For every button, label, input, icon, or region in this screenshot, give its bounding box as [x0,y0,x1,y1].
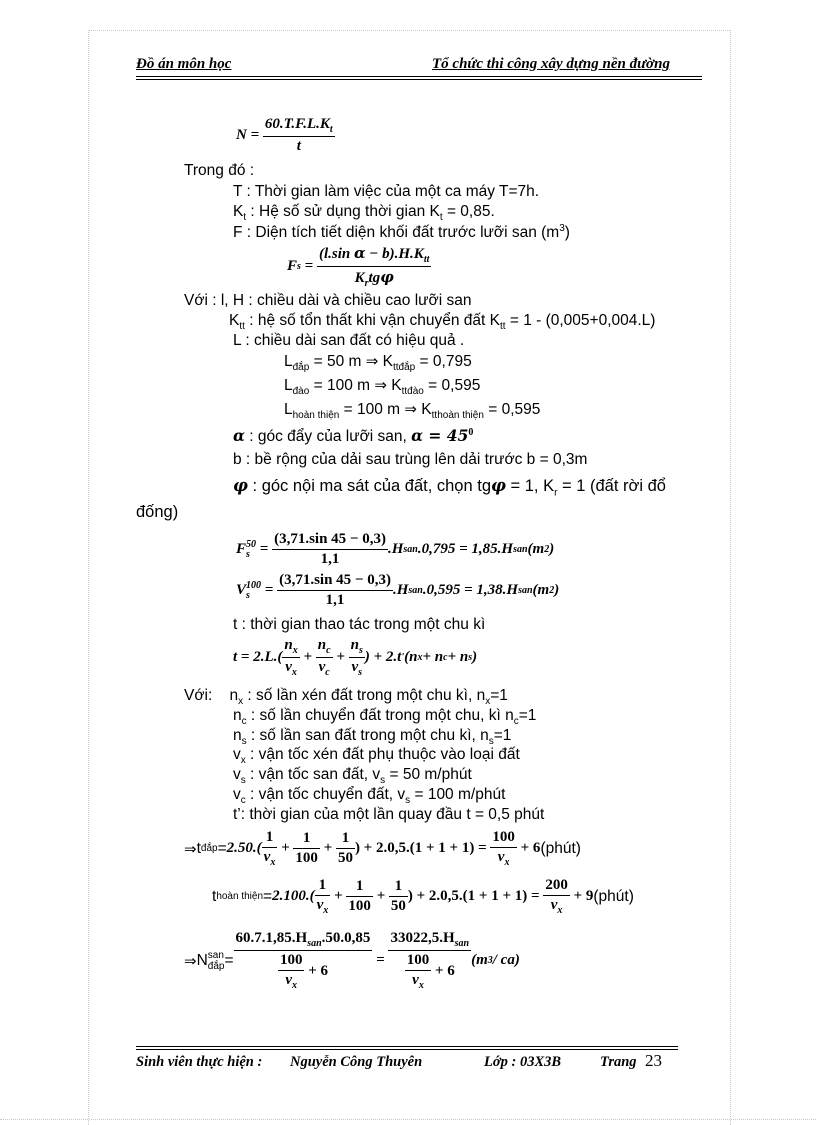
page-border-top [88,30,730,31]
implies-arrow-icon: ⇒ [184,951,197,970]
def-nx: Với: $n_x$ : số lần xén đất trong một chu kì, $n_x=1$ [184,687,508,708]
def-vc: $v_c$ : vận tốc chuyển đất, $v_s = 100$ m/phút [233,786,506,807]
def-vx: $v_x$ : vận tốc xén đất phụ thuộc vào loại đất [233,746,520,767]
def-t: t : thời gian thao tác trong một chu kì [233,616,486,633]
def-nc: $n_c$ : số lần chuyển đất trong một chu, kì $n_c=1$ [233,707,537,728]
def-L-hoanthien: $L_{hoàn thiện} = 100$ m ⇒ $K_{tthoàn thiện} = 0,595$ [284,400,541,422]
def-F: F : Diện tích tiết diện khối đất trước lưỡi san $(m^3)$ [233,223,570,242]
intro-text: Trong đó : [184,162,255,179]
footer-page-number: 23 [645,1051,662,1070]
eq-F50: F 50 s = $\frac{(3,71.\sin 45 - 0,3)}{1,1}$ .H san .0,795 = 1,85.H san (m 2 ) [236,531,555,567]
def-alpha: α : góc đẩy của lưỡi san, $\alpha = 45^0$ [233,426,474,445]
def-vs: $v_s$ : vận tốc san đất, $v_s = 50$ m/phút [233,766,472,787]
eq-thoanthien: t hoàn thiện = 2.100.( $\frac{1}{v_x}$ + $\frac{1}{100}$ + $\frac{1}{50}$ ) + 2.0,5.(1 + 1 + 1) = $\frac{200}{v_x}$ + 9 (phút) [212,877,634,916]
def-Kt: $K_t$ : Hệ số sử dụng thời gian $K_t = 0,85$. [233,203,495,224]
def-tq: t’: thời gian của một lần quay đầu t = 0,5 phút [233,806,545,823]
implies-arrow-icon: ⇒ [184,839,197,858]
implies-arrow-icon: ⇒ [404,400,417,418]
def-L: L : chiều dài san đất có hiệu quả . [233,332,465,349]
def-Ktt: $K_{tt}$ : hệ số tổn thất khi vận chuyển đất $K_{tt} = 1 - (0,005+0,004.L)$ [229,312,656,333]
def-L-dap: $L_{đắp} = 50$ m ⇒ $K_{ttđắp} = 0,795$ [284,352,472,374]
header-rule [136,76,702,77]
footer-rule [136,1046,678,1047]
eq-Nsan: ⇒ N san đắp = $60.7.1,85.H_{san}.50.0,85$ $\frac{100}{v_x}$ + 6 = $33022,5.H_{san}$ $\frac{100}{v_x}$ + 6 (m 3 / ca) [184,930,520,991]
header-right: Tổ chức thi công xây dựng nền đường [432,56,670,72]
def-phi-cont: đống) [136,503,179,521]
footer-rule-2 [136,1049,678,1050]
page-border-right [730,30,731,1125]
footer-page-label: Trang [600,1054,637,1070]
header-rule-2 [136,79,702,80]
footer-class: Lớp : 03X3B [484,1054,562,1070]
def-ns: $n_s$ : số lần san đất trong một chu kì, $n_s=1$ [233,727,512,748]
eq-t: t = 2.L.( $\frac{n_x}{v_x}$ + $\frac{n_c}{v_c}$ + $\frac{n_s}{v_s}$ ) + 2.t ' (n x + n c + n s ) [233,637,478,678]
eq-V100: V 100 s = $\frac{(3,71.\sin 45 - 0,3)}{1,1}$ .H san .0,595 = 1,38.H san (m 2 ) [236,572,560,608]
footer-student-label: Sinh viên thực hiện : [136,1054,263,1070]
implies-arrow-icon: ⇒ [365,352,379,370]
header-left: Đồ án môn học [136,56,232,72]
def-lH: Với : l, H : chiều dài và chiều cao lưỡi san [184,292,472,309]
def-b: b : bề rộng của dải sau trùng lên dải trước b = 0,3m [233,451,588,468]
footer-student-name: Nguyễn Công Thuyên [290,1054,423,1070]
eq-N: N = $\frac{60.T.F.L.K_t}{t}$ [236,116,333,154]
implies-arrow-icon: ⇒ [374,376,387,394]
page-border-bottom [0,1119,816,1120]
eq-tdap: ⇒ t đắp = 2.50.( $\frac{1}{v_x}$ + $\frac{1}{100}$ + $\frac{1}{50}$ ) + 2.0,5.(1 + 1 + 1) = $\frac{100}{v_x}$ + 6 (phút) [184,829,581,868]
page-border-left [88,30,89,1125]
def-phi: φ : góc nội ma sát của đất, chọn tgφ = 1, $K_r = 1$ (đất rời đổ [233,476,666,499]
def-T: T : Thời gian làm việc của một ca máy T=7h. [233,183,540,200]
def-L-dao: $L_{đào} = 100$ m ⇒ $K_{ttđào} = 0,595$ [284,376,481,398]
eq-Fs: F s = $\frac{(l.\sin \alpha - b).H.K_{tt}}{K_rtg\varphi}$ [287,244,430,289]
